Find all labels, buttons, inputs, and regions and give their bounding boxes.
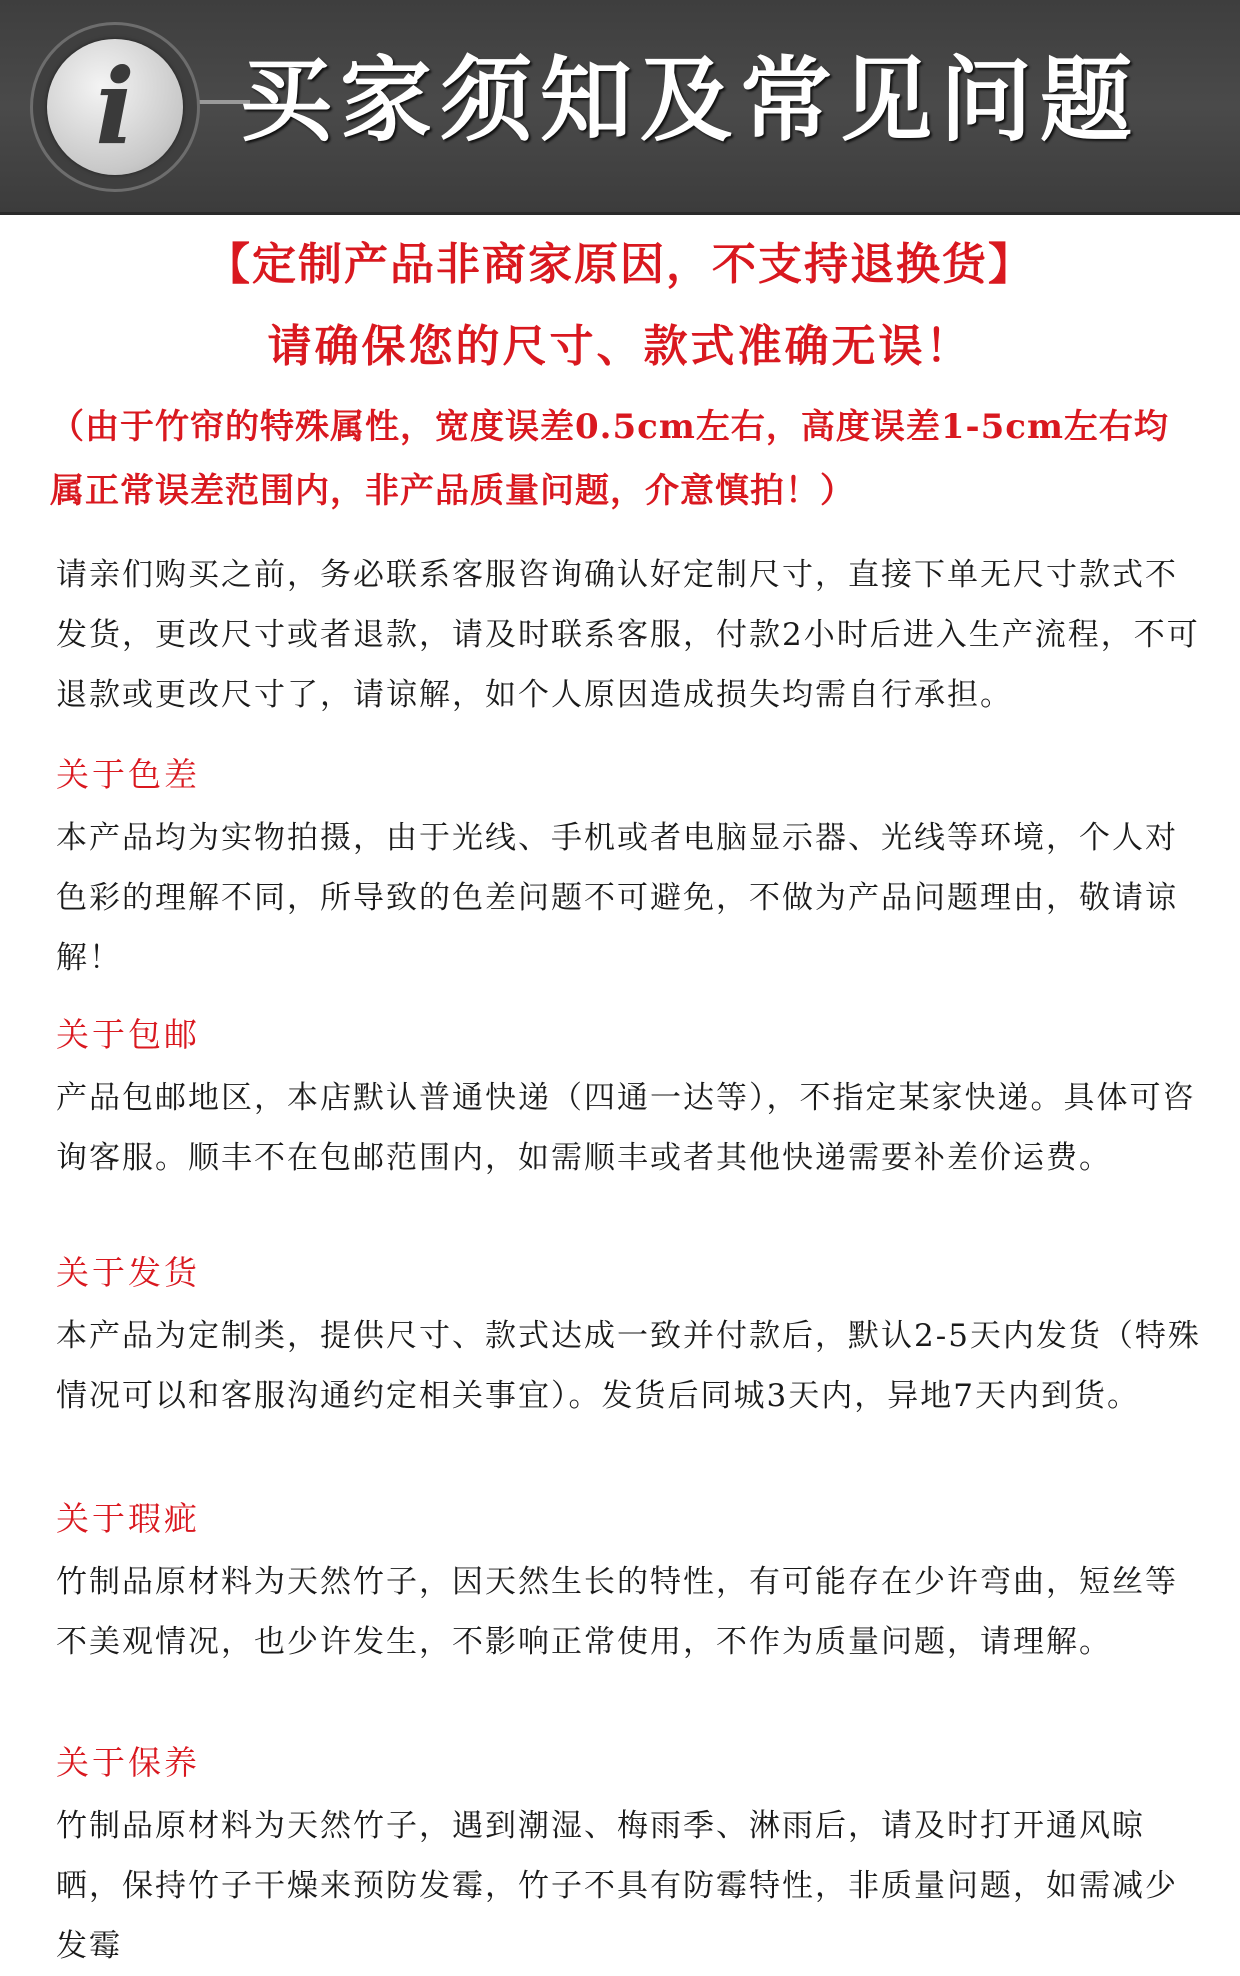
section-title-maintenance: 关于保养 — [56, 1743, 200, 1782]
section-title-free-shipping: 关于包邮 — [56, 1015, 200, 1054]
info-icon — [47, 39, 183, 175]
page-title: 买家须知及常见问题 — [240, 46, 1141, 154]
section-title-delivery: 关于发货 — [56, 1253, 200, 1292]
section-title-color-difference: 关于色差 — [56, 755, 200, 794]
section-text-defects: 竹制品原材料为天然竹子，因天然生长的特性，有可能存在少许弯曲，短丝等不美观情况，也少许发生，不影响正常使用，不作为质量问题，请理解。 — [56, 1564, 1178, 1660]
info-icon-glyph — [47, 39, 183, 175]
intro-paragraph: 请亲们购买之前，务必联系客服咨询确认好定制尺寸，直接下单无尺寸款式不发货，更改尺寸或者退款，请及时联系客服，付款2小时后进入生产流程，不可退款或更改尺寸了，请谅解，如个人原因造成损失均需自行承担。 — [56, 557, 1200, 713]
section-text-color-difference: 本产品均为实物拍摄，由于光线、手机或者电脑显示器、光线等环境，个人对色彩的理解不同，所导致的色差问题不可避免，不做为产品问题理由，敬请谅解！ — [56, 820, 1178, 976]
info-icon-letter: i — [95, 45, 135, 168]
notice-confirm-size: 请确保您的尺寸、款式准确无误！ — [267, 321, 973, 372]
section-text-free-shipping: 产品包邮地区，本店默认普通快递（四通一达等），不指定某家快递。具体可咨询客服。顺丰不在包邮范围内，如需顺丰或者其他快递需要补差价运费。 — [56, 1080, 1196, 1176]
section-title-defects: 关于瑕疵 — [56, 1499, 200, 1538]
notice-no-return: 【定制产品非商家原因，不支持退换货】 — [206, 239, 1034, 290]
notice-tolerance: （由于竹帘的特殊属性，宽度误差0.5cm左右，高度误差1-5cm左右均属正常误差范围内，非产品质量问题，介意慎拍！） — [50, 407, 1169, 511]
section-text-maintenance: 竹制品原材料为天然竹子，遇到潮湿、梅雨季、淋雨后，请及时打开通风晾晒，保持竹子干燥来预防发霉，竹子不具有防霉特性，非质量问题，如需减少发霉 — [56, 1808, 1178, 1964]
header-banner — [0, 0, 1240, 215]
section-text-delivery: 本产品为定制类，提供尺寸、款式达成一致并付款后，默认2-5天内发货（特殊情况可以和客服沟通约定相关事宜）。发货后同城3天内，异地7天内到货。 — [56, 1318, 1201, 1414]
info-icon-ring — [30, 22, 200, 192]
